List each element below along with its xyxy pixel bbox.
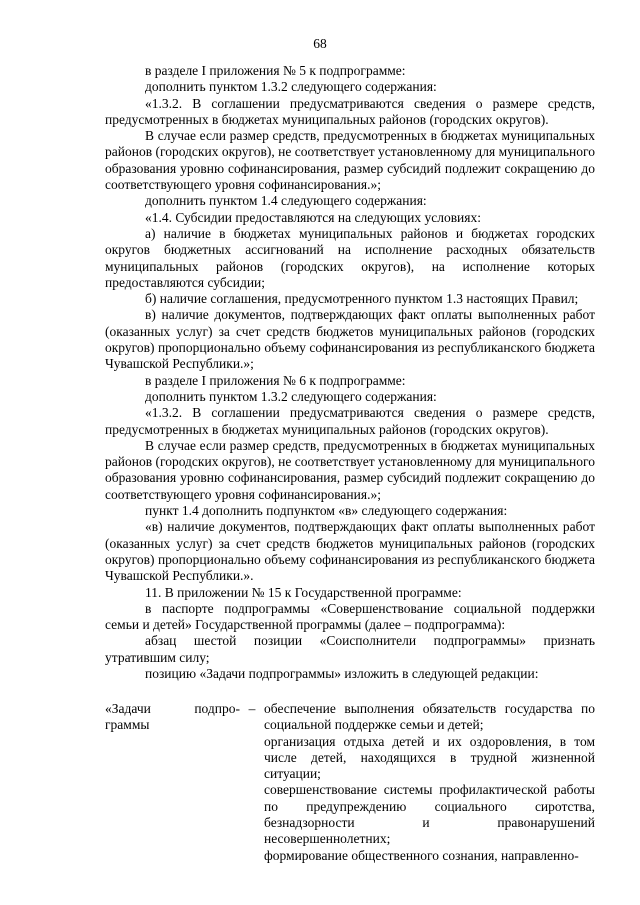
paragraph: позицию «Задачи подпрограммы» изложить в следующей редакции: bbox=[145, 665, 539, 681]
paragraph: дополнить пунктом 1.4 следующего содержания: bbox=[145, 193, 427, 209]
paragraph: пункт 1.4 дополнить подпунктом «в» следующего содержания: bbox=[145, 503, 508, 519]
paragraph: б) наличие соглашения, предусмотренного пунктом 1.3 настоящих Правил; bbox=[145, 291, 579, 307]
paragraph: «1.3.2. В соглашении предусматриваются сведения о размере средств, предусмотренных в бюджетах муниципальных районов (городских округов). bbox=[105, 95, 595, 127]
list-item: организация отдыха детей и их оздоровления, в том числе детей, находящихся в трудной жизненной ситуации; bbox=[264, 733, 595, 782]
paragraph: «1.3.2. В соглашении предусматриваются сведения о размере средств, предусмотренных в бюджетах муниципальных районов (городских округов). bbox=[105, 405, 595, 437]
label-word: подпро- bbox=[194, 701, 240, 716]
table-row bbox=[105, 701, 595, 864]
paragraph: 11. В приложении № 15 к Государственной программе: bbox=[145, 584, 462, 600]
paragraph: В случае если размер средств, предусмотренных в бюджетах муниципальных районов (городских округов), не соответствует установленному для муниципального образования уровню софинансирования, размер субсидий подлежит сокращению до соответствующего уровня софинансирования.»; bbox=[105, 437, 595, 502]
paragraph: В случае если размер средств, предусмотренных в бюджетах муниципальных районов (городских округов), не соответствует установленному для муниципального образования уровню софинансирования, размер субсидий подлежит сокращению до соответствующего уровня софинансирования.»; bbox=[105, 128, 595, 193]
paragraph: абзац шестой позиции «Соисполнители подпрограммы» признать утратившим силу; bbox=[105, 633, 595, 665]
tasks-table bbox=[105, 701, 595, 864]
paragraph: в разделе I приложения № 6 к подпрограмме: bbox=[145, 372, 406, 388]
row-content bbox=[264, 701, 595, 864]
list-item: обеспечение выполнения обязательств государства по социальной поддержке семьи и детей; bbox=[264, 701, 595, 733]
paragraph: в паспорте подпрограммы «Совершенствование социальной поддержки семьи и детей» Государственной программы (далее – подпрограмма): bbox=[105, 600, 595, 633]
paragraph: дополнить пунктом 1.3.2 следующего содержания: bbox=[145, 388, 437, 404]
row-dash: – bbox=[248, 701, 256, 716]
label-word: граммы bbox=[105, 717, 150, 733]
body-text bbox=[105, 63, 595, 682]
paragraph: «в) наличие документов, подтверждающих факт оплаты выполненных работ (оказанных услуг) за счет средств бюджетов муниципальных районов (городских округов) пропорционально объему софинансирования из республиканского бюджета Чувашской Республики.». bbox=[105, 519, 595, 584]
paragraph: в разделе I приложения № 5 к подпрограмме: bbox=[145, 63, 406, 78]
row-label bbox=[105, 701, 240, 864]
paragraph: дополнить пунктом 1.3.2 следующего содержания: bbox=[145, 79, 437, 95]
list-item: формирование общественного сознания, направленно- bbox=[264, 847, 579, 863]
list-item: совершенствование системы профилактической работы по предупреждению социального сиротства, безнадзорности и правонарушений несовершеннолетних; bbox=[264, 782, 595, 847]
page-number: 68 bbox=[313, 36, 327, 51]
paragraph: в) наличие документов, подтверждающих факт оплаты выполненных работ (оказанных услуг) за счет средств бюджетов муниципальных районов (городских округов) пропорционально объему софинансирования из республиканского бюджета Чувашской Республики.»; bbox=[105, 307, 595, 372]
paragraph: а) наличие в бюджетах муниципальных районов и бюджетах городских округов бюджетных ассигнований на исполнение расходных обязательств муниципальных районов (городских округов), на исполнение которых предоставляются субсидии; bbox=[105, 225, 595, 290]
label-word: «Задачи bbox=[105, 701, 151, 716]
paragraph: «1.4. Субсидии предоставляются на следующих условиях: bbox=[145, 209, 481, 225]
